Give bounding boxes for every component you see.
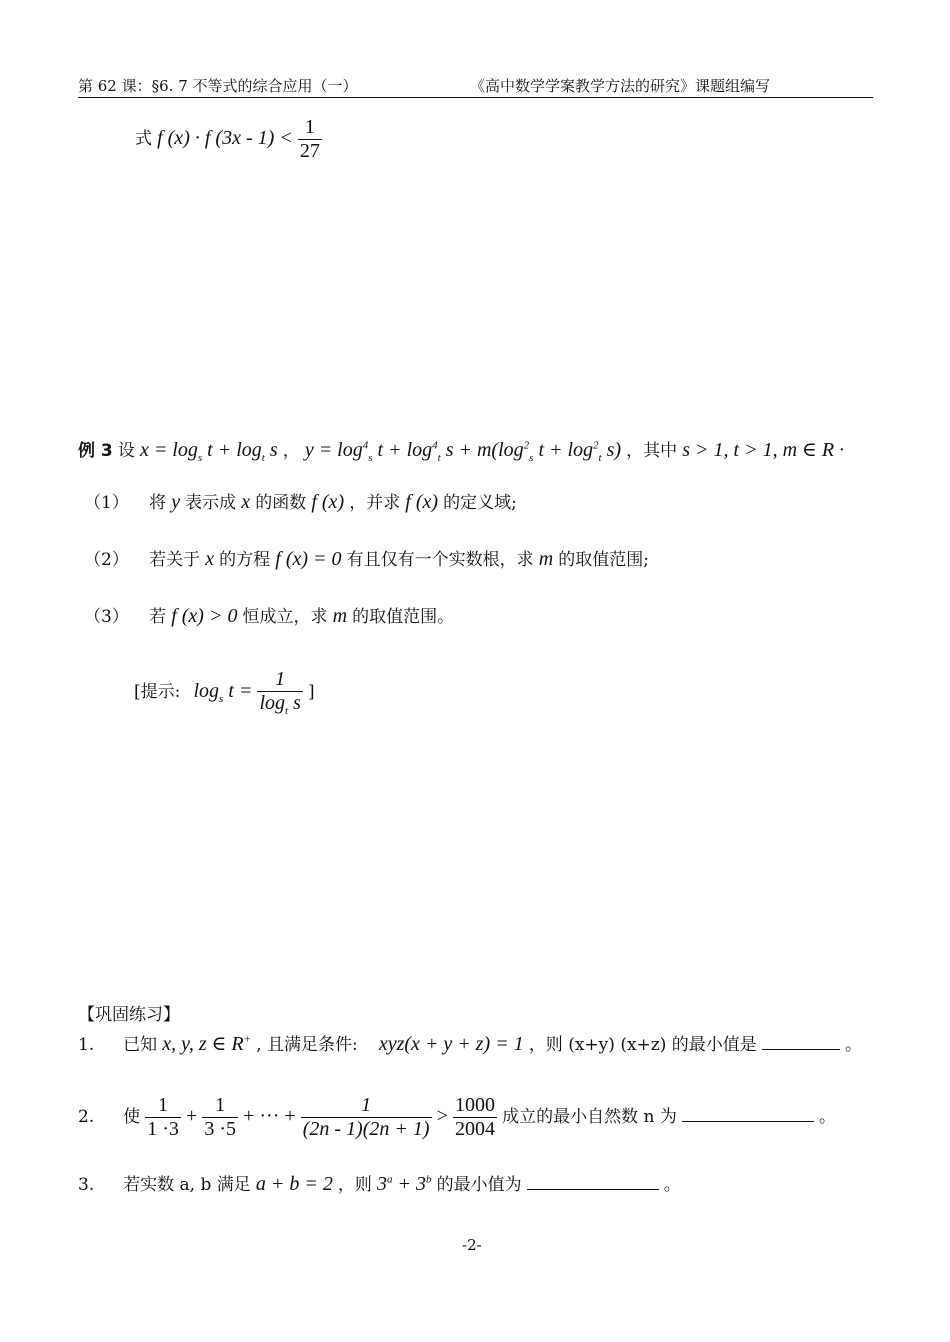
question-text: 若实数 a, b 满足 bbox=[123, 1175, 251, 1195]
answer-blank[interactable] bbox=[527, 1173, 659, 1190]
conditions: s > 1, t > 1, m ∈ R · bbox=[682, 439, 845, 461]
hint-close: ] bbox=[307, 682, 315, 702]
header-left: 第 62 课：§6. 7 不等式的综合应用（一） bbox=[78, 77, 358, 95]
question-number: 1. bbox=[78, 1035, 95, 1055]
question-text: 成立的最小自然数 n 为 bbox=[502, 1107, 677, 1127]
separator-comma: ， bbox=[282, 441, 300, 461]
y-definition: $y = \log^4_s t + \log^4_t s + m(\log^2_s$ $t + \log^2_t s$) bbox=[304, 439, 622, 464]
hint-label: [提示: bbox=[134, 682, 181, 702]
practice-q3 bbox=[78, 1170, 681, 1196]
q2-gt: > bbox=[436, 1105, 448, 1127]
var-x: x bbox=[241, 491, 251, 513]
q2-fraction-1 bbox=[145, 1094, 181, 1141]
item-text: 若 bbox=[149, 607, 167, 627]
fraction-denominator: 2004 bbox=[455, 1118, 495, 1140]
q3-equation: a + b = 2 bbox=[255, 1173, 333, 1195]
item-text: ，并求 bbox=[349, 493, 401, 513]
question-text: 已知 bbox=[123, 1035, 158, 1055]
item-text: 的函数 bbox=[255, 493, 307, 513]
answer-blank[interactable] bbox=[682, 1105, 814, 1122]
q1-condition: xyz(x + y + z) = 1 bbox=[378, 1033, 524, 1055]
q2-fraction-2 bbox=[202, 1094, 238, 1141]
q1-vars: x, y, z ∈ R+ bbox=[162, 1033, 252, 1055]
item-text: 的取值范围。 bbox=[352, 607, 455, 627]
function-fx: f (x) bbox=[311, 491, 345, 513]
equation: f (x) = 0 bbox=[275, 548, 342, 570]
fraction-numerator: 1 bbox=[361, 1094, 372, 1116]
question-number: 2. bbox=[78, 1107, 95, 1127]
inequality: f (x) > 0 bbox=[171, 605, 238, 627]
example3-statement bbox=[78, 436, 844, 464]
practice-q1 bbox=[78, 1030, 862, 1056]
q2-dots: + ··· + bbox=[243, 1105, 296, 1127]
inequality-prefix: 式 bbox=[135, 129, 152, 149]
fraction-denominator: 3 ·5 bbox=[204, 1118, 236, 1140]
example-intro: 设 bbox=[117, 441, 135, 461]
item-number: （3） bbox=[84, 607, 129, 627]
question-text: 的最小值为 bbox=[436, 1175, 522, 1195]
item-number: （1） bbox=[84, 493, 129, 513]
example3-item-1 bbox=[84, 488, 517, 514]
x-definition: $x = \log_s t + \log_t s$ bbox=[139, 439, 278, 464]
question-end: 。 bbox=[844, 1035, 862, 1055]
q3-expression: $3^a + 3^b$ bbox=[377, 1173, 432, 1195]
hint-numerator: 1 bbox=[275, 668, 286, 690]
fraction-numerator: 1 bbox=[158, 1094, 169, 1116]
fraction-denominator: 27 bbox=[299, 140, 320, 162]
question-end: 。 bbox=[663, 1175, 681, 1195]
hint-lhs: $\log_s t$ = bbox=[193, 680, 253, 705]
function-fx: f (x) bbox=[405, 491, 439, 513]
separator-where: ，其中 bbox=[626, 441, 678, 461]
item-text: 恒成立，求 bbox=[242, 607, 328, 627]
hint-denominator: $\log_t s$ bbox=[259, 692, 301, 717]
item-text: 将 bbox=[149, 493, 167, 513]
page-number: -2- bbox=[462, 1236, 482, 1254]
question-end: 。 bbox=[819, 1107, 837, 1127]
item-number: （2） bbox=[84, 550, 129, 570]
item-text: 若关于 bbox=[149, 550, 201, 570]
item-text: 的定义域; bbox=[443, 493, 517, 513]
practice-title: 【巩固练习】 bbox=[78, 1005, 180, 1025]
header-right: 《高中数学学案教学方法的研究》课题组编写 bbox=[470, 77, 771, 95]
fraction-numerator: 1 bbox=[215, 1094, 226, 1116]
question-text: 使 bbox=[123, 1107, 141, 1127]
example3-item-2 bbox=[84, 545, 649, 571]
q2-fraction-4 bbox=[453, 1094, 497, 1141]
var-m: m bbox=[332, 605, 348, 627]
q1-vars-text: x, y, z ∈ R bbox=[162, 1033, 244, 1055]
fraction-numerator: 1 bbox=[304, 116, 315, 138]
var-m: m bbox=[538, 548, 554, 570]
item-text: 表示成 bbox=[185, 493, 237, 513]
question-text: ，则 (x+y) (x+z) 的最小值是 bbox=[528, 1035, 757, 1055]
question-text: ，则 bbox=[337, 1175, 372, 1195]
var-x: x bbox=[205, 548, 215, 570]
var-y: y bbox=[171, 491, 181, 513]
q2-fraction-3 bbox=[301, 1094, 432, 1141]
fraction-numerator: 1000 bbox=[455, 1094, 495, 1116]
question-number: 3. bbox=[78, 1175, 95, 1195]
fraction-denominator: (2n - 1)(2n + 1) bbox=[302, 1118, 430, 1140]
inequality-lhs: f (x) · f (3x - 1) < bbox=[157, 127, 293, 149]
item-text: 有且仅有一个实数根，求 bbox=[346, 550, 534, 570]
example3-hint bbox=[134, 668, 315, 717]
inequality-line bbox=[135, 116, 322, 163]
hint-fraction bbox=[257, 668, 302, 717]
fraction-denominator: 1 ·3 bbox=[147, 1118, 179, 1140]
item-text: 的方程 bbox=[219, 550, 271, 570]
inequality-fraction bbox=[298, 116, 322, 163]
example-label: 例 3 bbox=[78, 441, 113, 461]
practice-q2: 2. 使 $\frac{1}{1 \cdot 3}$ + $\frac{1}{3 \cdot 5}$ + ··· + $\frac{1}{(2n - 1)(2n + 1)}$ > $\frac{1000}{2004}$ 成立的最小自然数 n 为 。 bbox=[78, 1094, 837, 1140]
question-text: , 且满足条件: bbox=[256, 1035, 358, 1055]
answer-blank[interactable] bbox=[762, 1033, 840, 1050]
item-text: 的取值范围; bbox=[558, 550, 649, 570]
example3-item-3 bbox=[84, 602, 454, 628]
header-rule bbox=[78, 97, 873, 98]
